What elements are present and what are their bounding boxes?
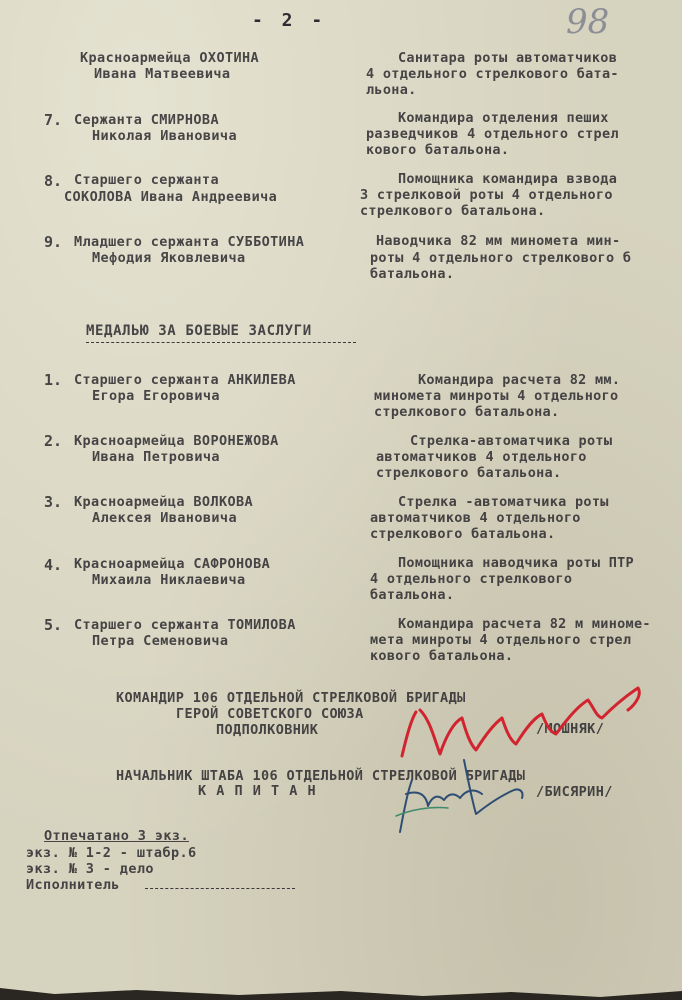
entry-name-line1: Старшего сержанта АНКИЛЕВА [74,372,296,388]
entry-role-line: автоматчиков 4 отдельного [376,449,587,465]
entry-name-line1: Красноармейца САФРОНОВА [74,556,271,572]
torn-bottom-edge [0,980,682,1000]
entry-name-line2: Михаила Никлаевича [92,572,246,588]
entry-role-line: разведчиков 4 отдельного стрел [366,126,619,142]
entry-role-line: батальона. [370,587,455,603]
entry-name-line2: СОКОЛОВА Ивана Андреевича [64,189,278,205]
section-heading: МЕДАЛЬЮ ЗА БОЕВЫЕ ЗАСЛУГИ [86,323,312,339]
entry-role-line: Помощника командира взвода [398,171,618,187]
entry-name-line2: Ивана Матвеевича [94,66,231,82]
entry-name-line1: Старшего сержанта ТОМИЛОВА [74,617,296,633]
entry-role-line: батальона. [370,266,455,282]
entry-name-line1: Старшего сержанта [74,172,219,188]
entry-name-line1: Сержанта СМИРНОВА [74,112,219,128]
entry-role-line: автоматчиков 4 отдельного [370,510,581,526]
entry-role-line: миномета минроты 4 отдельного [374,388,619,404]
entry-role-line: 4 отдельного стрелкового [370,571,573,587]
commander-title: КОМАНДИР 106 ОТДЕЛЬНОЙ СТРЕЛКОВОЙ БРИГАДЫ [116,690,466,706]
entry-name-line2: Алексея Ивановича [92,510,237,526]
entry-role-line: стрелкового батальона. [376,465,562,481]
footer-distribution-2: экз. № 3 - дело [26,861,154,877]
entry-role-line: Стрелка-автоматчика роты [410,433,613,449]
entry-number: 9. [44,233,63,251]
footer-distribution-1: экз. № 1-2 - штабр.6 [26,845,197,861]
heading-underline [86,342,356,343]
commander-rank: ПОДПОЛКОВНИК [216,722,319,738]
entry-role-line: Командира отделения пеших [398,110,609,126]
footer-copies: Отпечатано 3 экз. [44,828,189,844]
entry-role-line: Помощника наводчика роты ПТР [398,555,634,571]
entry-name-line1: Красноармейца ВОРОНЕЖОВА [74,433,279,449]
entry-role-line: Командира расчета 82 м миноме- [398,616,651,632]
commander-honor: ГЕРОЙ СОВЕТСКОГО СОЮЗА [176,706,364,722]
chief-of-staff-name: /БИСЯРИН/ [536,784,613,800]
entry-role-line: 4 отдельного стрелкового бата- [366,66,619,82]
commander-name: /МОШНЯК/ [536,721,605,737]
entry-role-line: кового батальона. [366,142,510,158]
entry-number: 5. [44,616,63,634]
entry-number: 8. [44,172,63,190]
entry-role-line: мета минроты 4 отдельного стрел [370,632,632,648]
entry-role-line: Командира расчета 82 мм. [418,372,621,388]
entry-role-line: стрелкового батальона. [370,526,556,542]
entry-number: 2. [44,432,63,450]
entry-role-line: роты 4 отдельного стрелкового б [370,250,632,266]
entry-name-line2: Егора Егоровича [92,388,220,404]
archive-number: 98 [566,2,610,42]
footer-executor: Исполнитель [26,877,120,893]
entry-name-line1: Красноармейца ВОЛКОВА [74,494,254,510]
entry-name-line1: Красноармейца ОХОТИНА [80,50,260,66]
chief-of-staff-title: НАЧАЛЬНИК ШТАБА 106 ОТДЕЛЬНОЙ СТРЕЛКОВОЙ БРИГАДЫ [116,768,526,784]
entry-role-line: стрелкового батальона. [374,404,560,420]
entry-number: 7. [44,111,63,129]
entry-number: 1. [44,371,63,389]
chief-of-staff-signature-blue [390,750,540,840]
entry-name-line2: Мефодия Яковлевича [92,250,246,266]
entry-name-line2: Ивана Петровича [92,449,220,465]
executor-signature-line [145,888,295,889]
entry-role-line: 3 стрелковой роты 4 отдельного [360,187,613,203]
entry-name-line2: Николая Ивановича [92,128,237,144]
entry-role-line: Санитара роты автоматчиков [398,50,618,66]
page-number: - 2 - [252,10,327,31]
entry-role-line: Наводчика 82 мм миномета мин- [376,233,621,249]
entry-role-line: стрелкового батальона. [360,203,546,219]
entry-role-line: Стрелка -автоматчика роты [398,494,609,510]
entry-name-line2: Петра Семеновича [92,633,229,649]
entry-role-line: льона. [366,82,417,98]
entry-role-line: кового батальона. [370,648,514,664]
chief-of-staff-rank: К А П И Т А Н [198,783,317,799]
entry-number: 3. [44,493,63,511]
entry-number: 4. [44,556,63,574]
entry-name-line1: Младшего сержанта СУББОТИНА [74,234,305,250]
